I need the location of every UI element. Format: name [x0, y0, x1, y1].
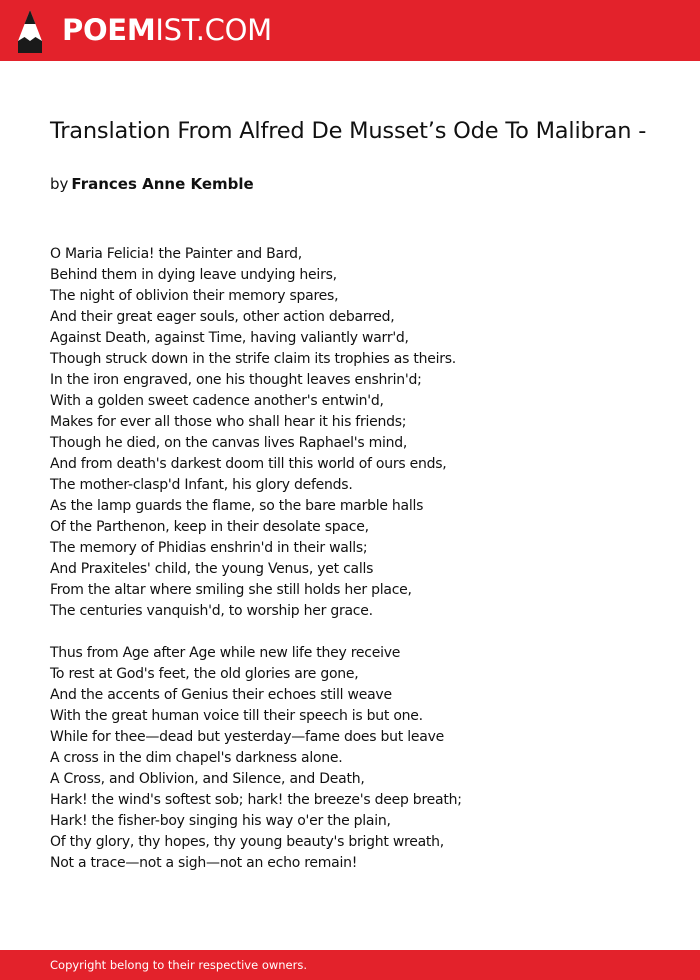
poem-line: In the iron engraved, one his thought leaves enshrin'd;: [50, 372, 422, 388]
author-name[interactable]: Frances Anne Kemble: [71, 175, 254, 193]
poem-line: With a golden sweet cadence another's entwin'd,: [50, 393, 384, 409]
poem-stanza: [50, 244, 650, 622]
poem-line: As the lamp guards the flame, so the bare marble halls: [50, 498, 424, 514]
poem-line: To rest at God's feet, the old glories are gone,: [50, 666, 359, 682]
poem-line: And the accents of Genius their echoes still weave: [50, 687, 392, 703]
poem-line: The memory of Phidias enshrin'd in their walls;: [50, 540, 368, 556]
poem-line: Thus from Age after Age while new life they receive: [50, 645, 401, 661]
poem-line: And from death's darkest doom till this world of ours ends,: [50, 456, 447, 472]
by-label: by: [50, 175, 69, 193]
poem-line: And Praxiteles' child, the young Venus, yet calls: [50, 561, 374, 577]
poem-line: With the great human voice till their speech is but one.: [50, 708, 423, 724]
poem-stanza: [50, 643, 650, 874]
poem-line: O Maria Felicia! the Painter and Bard,: [50, 246, 302, 262]
poem-line: Behind them in dying leave undying heirs,: [50, 267, 337, 283]
poem-line: The night of oblivion their memory spares,: [50, 288, 339, 304]
poem-body: [50, 244, 650, 895]
poem-line: Against Death, against Time, having valiantly warr'd,: [50, 330, 409, 346]
poem-line: Not a trace—not a sigh—not an echo remain!: [50, 855, 358, 871]
poem-line: Though struck down in the strife claim its trophies as theirs.: [50, 351, 456, 367]
poem-line: The mother-clasp'd Infant, his glory defends.: [50, 477, 353, 493]
poem-line: A cross in the dim chapel's darkness alone.: [50, 750, 343, 766]
poem-line: Of thy glory, thy hopes, thy young beauty's bright wreath,: [50, 834, 444, 850]
poem-title: Translation From Alfred De Musset’s Ode To Malibran -: [50, 118, 647, 144]
poem-line: Of the Parthenon, keep in their desolate space,: [50, 519, 369, 535]
logo-bold-text: POEM: [62, 13, 156, 47]
copyright-text: Copyright belong to their respective owners.: [50, 958, 308, 972]
poem-line: A Cross, and Oblivion, and Silence, and Death,: [50, 771, 365, 787]
poem-line: The centuries vanquish'd, to worship her grace.: [50, 603, 373, 619]
site-footer: [0, 950, 700, 980]
poem-line: Hark! the wind's softest sob; hark! the breeze's deep breath;: [50, 792, 462, 808]
poem-line: From the altar where smiling she still holds her place,: [50, 582, 412, 598]
poem-line: Hark! the fisher-boy singing his way o'er the plain,: [50, 813, 391, 829]
poem-line: And their great eager souls, other action debarred,: [50, 309, 395, 325]
byline: [50, 174, 254, 194]
logo-light-text: IST.COM: [155, 13, 272, 47]
poem-line: While for thee—dead but yesterday—fame does but leave: [50, 729, 444, 745]
site-logo[interactable]: [62, 12, 272, 48]
poem-line: Though he died, on the canvas lives Raphael's mind,: [50, 435, 408, 451]
poem-line: Makes for ever all those who shall hear it his friends;: [50, 414, 407, 430]
pencil-tip-icon: [17, 9, 43, 53]
site-header: [0, 0, 700, 61]
